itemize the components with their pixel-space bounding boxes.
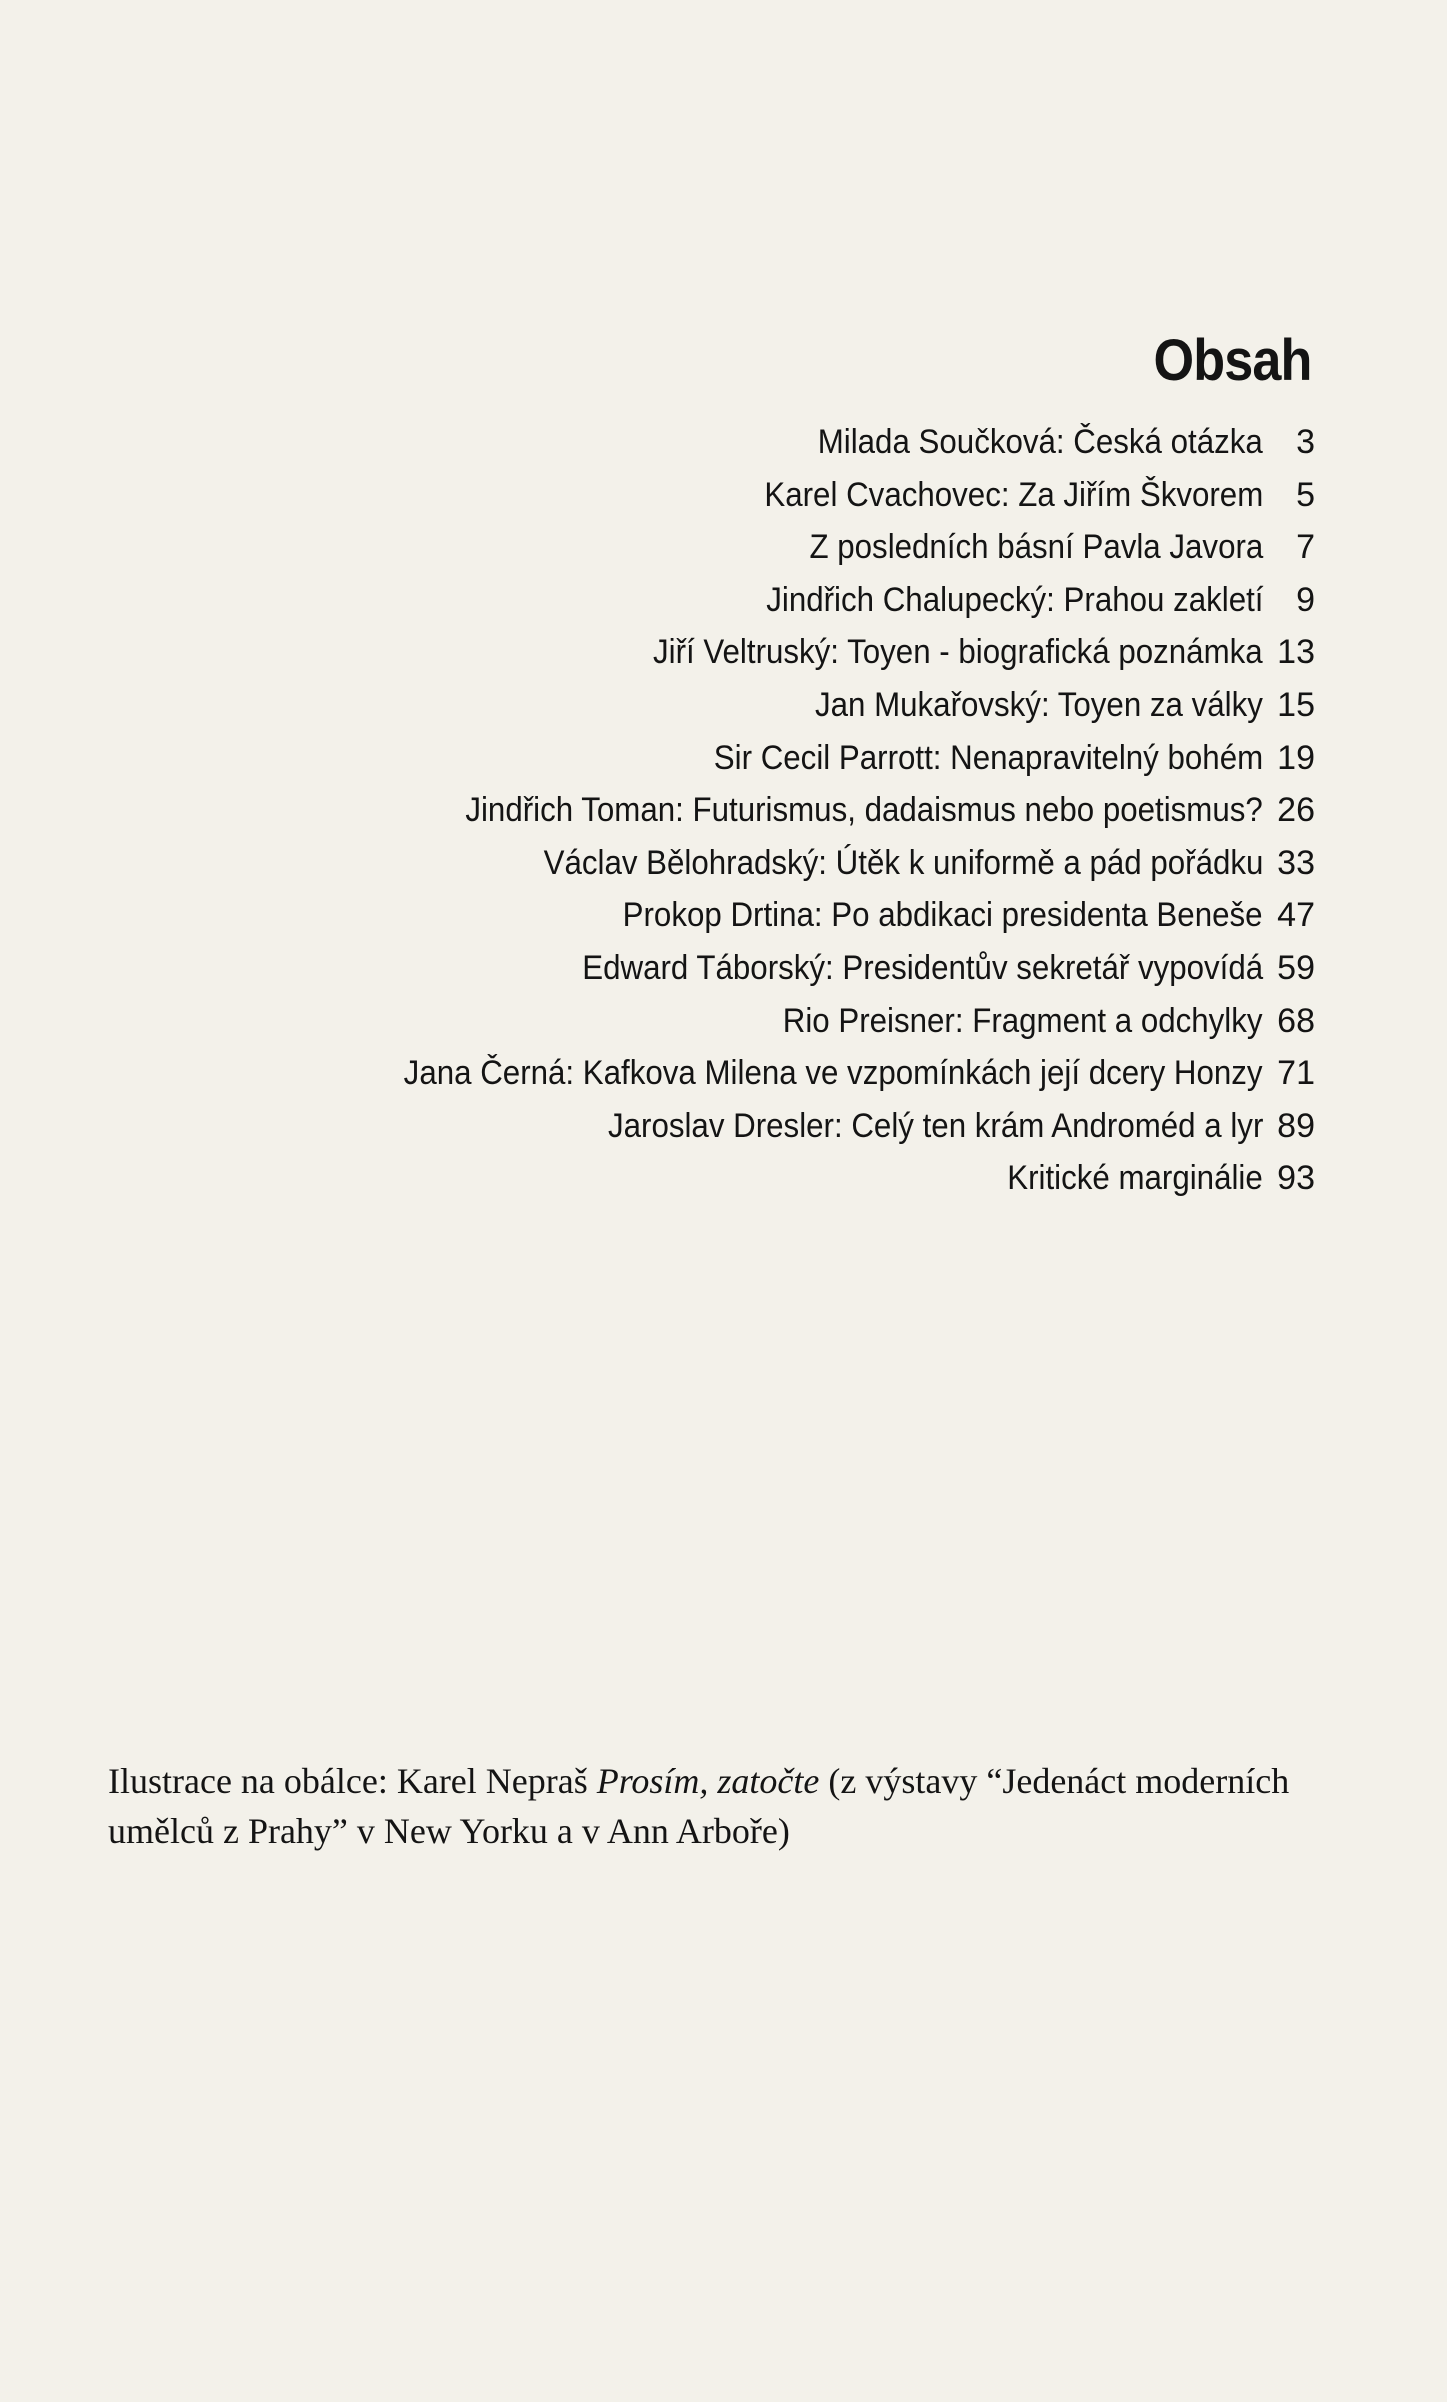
toc-entry-page: 47 xyxy=(1277,896,1315,935)
toc-entry-page: 3 xyxy=(1296,423,1315,461)
toc-entry-title: Jindřich Toman: Futurismus, dadaismus nebo poetismus? xyxy=(465,791,1263,830)
toc-entry-page: 33 xyxy=(1277,843,1315,882)
toc-entry xyxy=(15,521,1315,574)
toc-entry-title: Jana Černá: Kafkova Milena ve vzpomínkách její dcery Honzy xyxy=(404,1054,1263,1093)
toc-entry xyxy=(15,1100,1315,1153)
toc-entry xyxy=(15,574,1315,627)
toc-entry-title: Sir Cecil Parrott: Nenapravitelný bohém xyxy=(713,738,1263,777)
toc-entry xyxy=(15,626,1315,679)
cover-work-title: Prosím, zatočte xyxy=(596,1761,820,1801)
toc-entry xyxy=(15,469,1315,522)
toc-entry-title: Jaroslav Dresler: Celý ten krám Androméd a lyr xyxy=(607,1106,1263,1145)
toc-entry-page: 89 xyxy=(1277,1106,1315,1145)
toc-entry-title: Z posledních básní Pavla Javora xyxy=(809,528,1263,567)
toc-entry xyxy=(15,1047,1315,1100)
toc-entry xyxy=(15,784,1315,837)
toc-entry-title: Kritické marginálie xyxy=(1007,1159,1263,1198)
toc-entry-title: Jiří Veltruský: Toyen - biografická poznámka xyxy=(653,633,1263,672)
cover-note-prefix: Ilustrace na obálce: Karel Nepraš xyxy=(108,1761,597,1801)
toc-entry-page: 68 xyxy=(1277,1001,1315,1040)
toc-entry xyxy=(15,732,1315,785)
toc-entry-title: Karel Cvachovec: Za Jiřím Škvorem xyxy=(764,475,1263,514)
toc-entry xyxy=(15,1152,1315,1205)
toc-title: Obsah xyxy=(1153,328,1311,393)
toc-entry xyxy=(15,995,1315,1048)
toc-entry-page: 13 xyxy=(1277,633,1315,672)
toc-entry-title: Prokop Drtina: Po abdikaci presidenta Beneše xyxy=(623,896,1263,935)
toc-entry-page: 26 xyxy=(1277,791,1315,830)
toc-entry xyxy=(15,889,1315,942)
cover-illustration-note xyxy=(108,1756,1328,1856)
toc-entry-page: 19 xyxy=(1277,738,1315,777)
toc-entry-page: 59 xyxy=(1277,948,1315,987)
toc-entry-page: 9 xyxy=(1296,580,1315,619)
toc-entry-title: Rio Preisner: Fragment a odchylky xyxy=(783,1001,1263,1040)
toc-entry xyxy=(15,679,1315,732)
toc-entry xyxy=(15,416,1315,469)
toc-entry xyxy=(15,837,1315,890)
toc-entry-title: Jan Mukařovský: Toyen za války xyxy=(815,685,1263,724)
toc-entry-page: 71 xyxy=(1277,1054,1315,1093)
toc-entry-page: 5 xyxy=(1296,475,1315,514)
toc-entry xyxy=(15,942,1315,995)
toc-entry-title: Václav Bělohradský: Útěk k uniformě a pád pořádku xyxy=(543,843,1263,882)
toc-list xyxy=(15,416,1315,1205)
toc-entry-title: Milada Součková: Česká otázka xyxy=(817,423,1263,461)
toc-entry-page: 15 xyxy=(1277,685,1315,724)
cover-note-suffix: (z výstavy “Jedenáct moderních umělců z Prahy” v New Yorku a v Ann Arboře) xyxy=(108,1761,1290,1851)
toc-entry-page: 93 xyxy=(1277,1159,1315,1198)
toc-entry-page: 7 xyxy=(1296,528,1315,567)
toc-entry-title: Jindřich Chalupecký: Prahou zakletí xyxy=(765,580,1263,619)
toc-entry-title: Edward Táborský: Presidentův sekretář vypovídá xyxy=(582,948,1263,987)
